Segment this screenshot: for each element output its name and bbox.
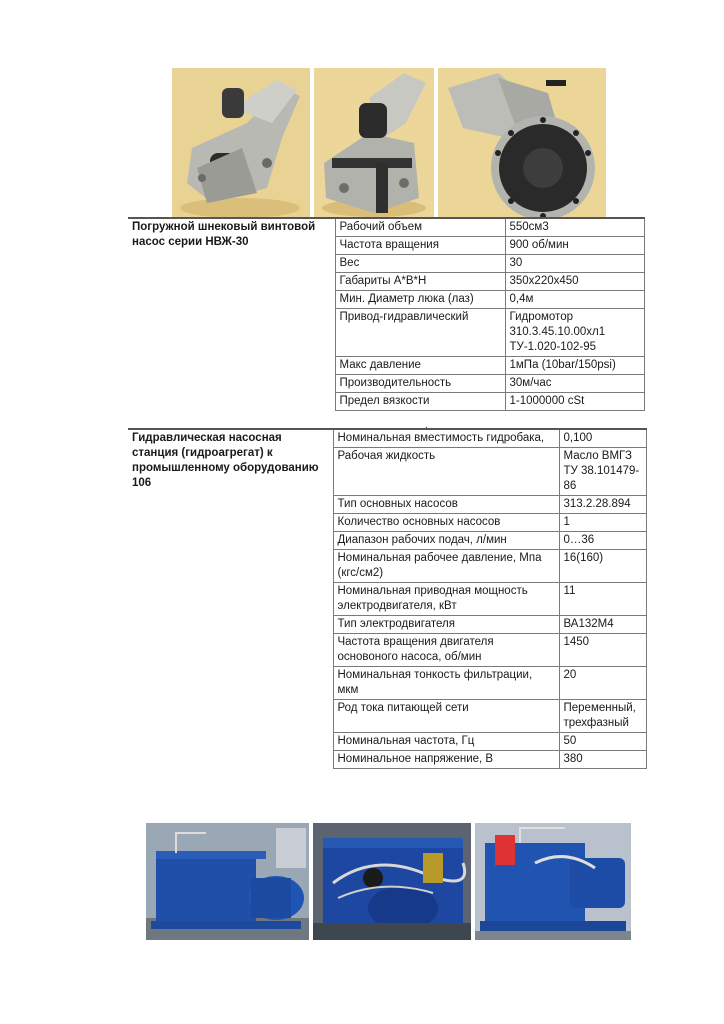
spec-row xyxy=(128,218,644,237)
spec-value: Масло ВМГЗ ТУ 38.101479-86 xyxy=(559,448,646,496)
spec-value: 20 xyxy=(559,667,646,700)
spec-label: Номинальная частота, Гц xyxy=(333,733,559,751)
spec-value: 350x220x450 xyxy=(505,273,644,291)
spec-label: Номинальная вместимость гидробака, xyxy=(333,429,559,448)
spec-label: Габариты А*В*Н xyxy=(335,273,505,291)
pump-photo-3 xyxy=(438,68,606,219)
spec-value: 50 xyxy=(559,733,646,751)
spec-label: Диапазон рабочих подач, л/мин xyxy=(333,532,559,550)
spec-value: 0…36 xyxy=(559,532,646,550)
spec-value: 313.2.28.894 xyxy=(559,496,646,514)
spec-value: 16(160) xyxy=(559,550,646,583)
station-name: Гидравлическая насосная станция (гидроагрегат) к промышленному оборудованию 106 xyxy=(128,429,333,769)
pump-name: Погружной шнековый винтовой насос серии НВЖ-30 xyxy=(128,218,335,411)
spec-value: 900 об/мин xyxy=(505,237,644,255)
spec-value: 30 xyxy=(505,255,644,273)
spec-label: Род тока питающей сети xyxy=(333,700,559,733)
spec-label: Номинальная тонкость фильтрации, мкм xyxy=(333,667,559,700)
spec-label: Номинальная приводная мощность электродвигателя, кВт xyxy=(333,583,559,616)
spec-row xyxy=(128,429,646,448)
spec-value: 1450 xyxy=(559,634,646,667)
spec-label: Частота вращения двигателя основоного насоса, об/мин xyxy=(333,634,559,667)
spec-value: 11 xyxy=(559,583,646,616)
spec-label: Привод-гидравлический xyxy=(335,309,505,357)
spec-label: Предел вязкости xyxy=(335,393,505,411)
spec-label: Рабочий объем xyxy=(335,218,505,237)
spec-label: Мин. Диаметр люка (лаз) xyxy=(335,291,505,309)
station-photo-2 xyxy=(313,823,471,940)
spec-value: 1-1000000 cSt xyxy=(505,393,644,411)
station-photo-row xyxy=(146,823,631,940)
spec-label: Производительность xyxy=(335,375,505,393)
spec-label: Номинальная рабочее давление, Мпа (кгс/см2) xyxy=(333,550,559,583)
spec-value: 30м/час xyxy=(505,375,644,393)
spec-label: Номинальное напряжение, В xyxy=(333,751,559,769)
spec-label: Тип основных насосов xyxy=(333,496,559,514)
spec-value: Гидромотор 310.3.45.10.00хл1 ТУ-1.020-102-95 xyxy=(505,309,644,357)
spec-value: 550см3 xyxy=(505,218,644,237)
spec-value: 1мПа (10bar/150psi) xyxy=(505,357,644,375)
pump-spec-table xyxy=(128,217,645,411)
spec-label: Макс давление xyxy=(335,357,505,375)
spec-value: 0,100 xyxy=(559,429,646,448)
separator-dot: . xyxy=(425,420,428,431)
spec-value: Переменный, трехфазный xyxy=(559,700,646,733)
pump-photo-1 xyxy=(172,68,310,219)
spec-label: Количество основных насосов xyxy=(333,514,559,532)
spec-value: ВА132М4 xyxy=(559,616,646,634)
station-photo-3 xyxy=(475,823,631,940)
spec-value: 0,4м xyxy=(505,291,644,309)
spec-label: Вес xyxy=(335,255,505,273)
pump-photo-2 xyxy=(314,68,434,219)
pump-photo-row xyxy=(172,68,606,219)
station-photo-1 xyxy=(146,823,309,940)
station-spec-table xyxy=(128,428,647,769)
spec-label: Рабочая жидкость xyxy=(333,448,559,496)
spec-label: Тип электродвигателя xyxy=(333,616,559,634)
spec-value: 1 xyxy=(559,514,646,532)
spec-value: 380 xyxy=(559,751,646,769)
spec-label: Частота вращения xyxy=(335,237,505,255)
